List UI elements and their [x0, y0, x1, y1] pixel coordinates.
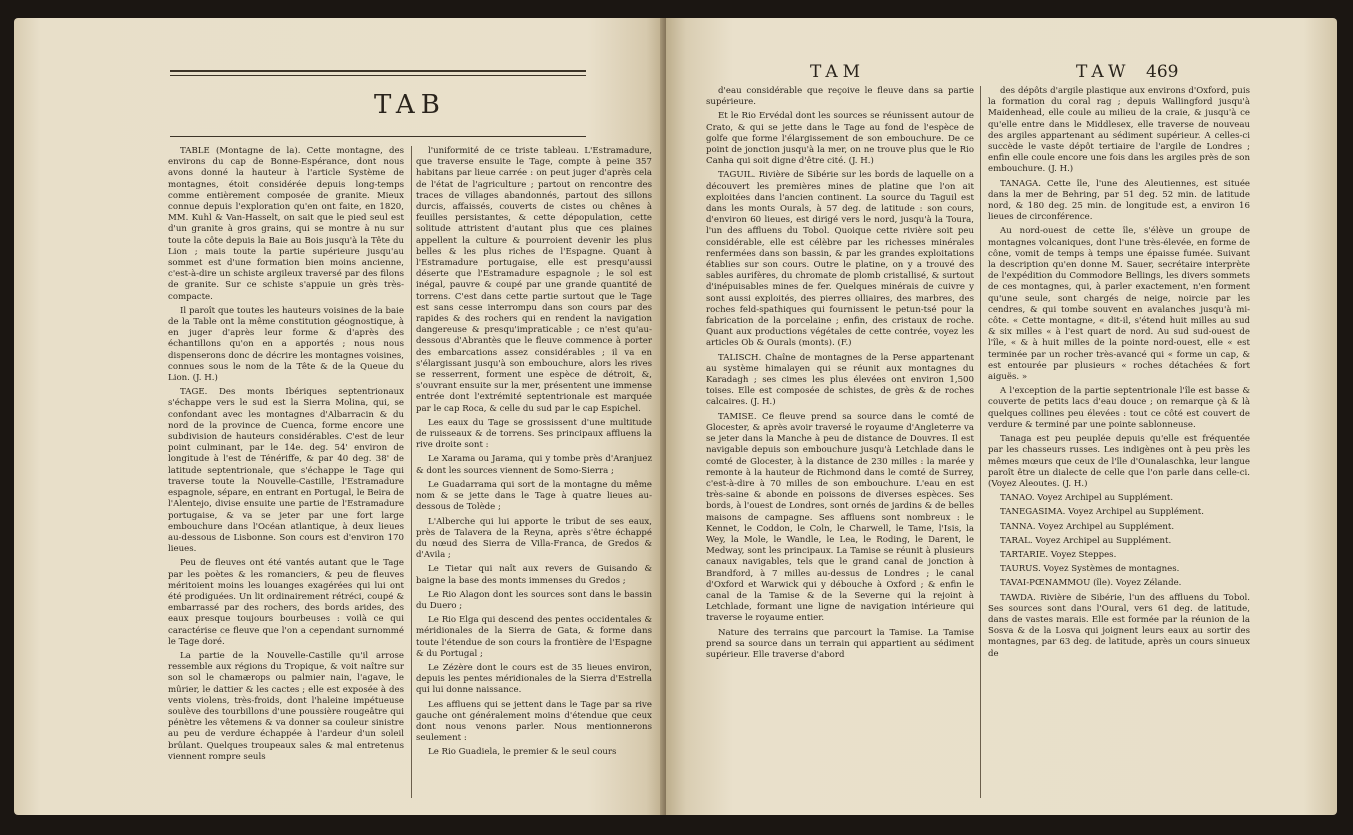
paragraph: Et le Rio Ervédal dont les sources se réunissent autour de Crato, & qui se jette dans le Tage au fond de l'espèce de golfe que forme l'élargissement de son embouchure. De ce point de jonction jusqu'à la mer, on ne trouve plus que le Rio Canha qui soit digne d'être cité. (J. H.): [706, 111, 974, 167]
right-column-2: [988, 86, 1250, 806]
running-head-right: TAW: [1076, 62, 1131, 82]
paragraph: Le Rio Guadiela, le premier & le seul cours: [428, 747, 617, 758]
paragraph: TARAL. Voyez Archipel au Supplément.: [1000, 535, 1172, 546]
paragraph: Le Xarama ou Jarama, qui y tombe près d'Aranjuez & dont les sources viennent de Somo-Sierra ;: [416, 454, 652, 476]
paragraph: l'uniformité de ce triste tableau. L'Estramadure, que traverse ensuite le Tage, compte à peine 357 habitans par lieue carrée : on peut juger d'après cela de l'état de l'agriculture ; partout on rencontre des traces de villages abandonnés, partout des sillons durcis, affaissés, couverts de cistes ou chênes à feuilles persistantes, & cette dépopulation, cette solitude attristent d'autant plus que ces plaines appellent la culture & pourroient devenir les plus belles & les plus riches de l'Espagne. Quant à l'Estramadure portugaise, elle est presqu'aussi déserte que l'Estramadure espagnole ; le sol est inégal, pauvre & coupé par une grande quantité de torrens. C'est dans cette partie surtout que le Tage est sans cesse interrompu dans son cours par des rapides & des rochers qui en rendent la navigation dangereuse & presqu'impraticable ; ce n'est qu'au-dessous d'Abrantès que le fleuve commence à porter des embarcations assez considérables ; il va en s'élargissant jusqu'à son embouchure, alors les rives se resserrent, forment une espèce de détroit, &, s'ouvrant ensuite sur la mer, présentent une immense entrée dont l'extrémité septentrionale est marquée par le cap Roca, & celle du sud par le cap Espichel.: [416, 146, 652, 414]
paragraph: TAGUIL. Rivière de Sibérie sur les bords de laquelle on a découvert les premières mines de platine que l'on ait exploitées dans l'ancien continent. La source du Taguil est dans les monts Ourals, à 57 deg. de latitude : son cours, d'environ 60 lieues, est dirigé vers le nord, jusqu'à la Toura, l'un des affluens du Tobol. Quoique cette rivière soit peu considérable, elle est célèbre par les richesses minérales renfermées dans son bassin, & par les grandes exploitations établies sur son cours. Outre le platine, on y a trouvé des sables aurifères, du chromate de plomb cristallisé, & surtout d'inépuisables mines de fer. Quelques minérais de cuivre y sont aussi exploités, des pierres olliaires, des marbres, des roches feld-spathiques qui fournissent le petun-tsé pour la fabrication de la porcelaine ; enfin, des cristaux de roche. Quant aux productions végétales de cette contrée, voyez les articles Ob & Ourals (monts). (F.): [706, 170, 974, 349]
paragraph: TARTARIE. Voyez Steppes.: [1000, 549, 1117, 560]
paragraph: Il paroît que toutes les hauteurs voisines de la baie de la Table ont la même constitution géognostique, à en juger d'après leur forme & d'après des échantillons qu'on en a apportés ; nous nous dispenserons donc de décrire les montagnes voisines, connues sous le nom de la Tête & de la Queue du Lion. (J. H.): [168, 305, 404, 384]
paragraph: A l'exception de la partie septentrionale l'île est basse & couverte de petits lacs d'eau douce ; on remarque çà & là quelques collines peu élevées : tout ce côté est couvert de verdure & terminé par une pointe sablonneuse.: [988, 386, 1250, 430]
paragraph: TAVAI-PŒNAMMOU (île). Voyez Zélande.: [1000, 578, 1182, 589]
page-number: 469: [1146, 62, 1179, 82]
paragraph: Le Guadarrama qui sort de la montagne du même nom & se jette dans le Tage à quatre lieues au-dessous de Tolède ;: [416, 479, 652, 513]
left-column-2: [416, 146, 652, 806]
paragraph: TAURUS. Voyez Systèmes de montagnes.: [1000, 564, 1180, 575]
paragraph: Les eaux du Tage se grossissent d'une multitude de ruisseaux & de torrens. Ses principaux affluens la rive droite sont :: [416, 417, 652, 451]
paragraph: TABLE (Montagne de la). Cette montagne, des environs du cap de Bonne-Espérance, dont nous avons donné la hauteur à l'article Système de montagnes, étoit considérée depuis long-temps comme entièrement composée de granite. Mieux connue depuis l'exploration qu'en ont faite, en 1820, MM. Kuhl & Van-Hasselt, on sait que le pied seul est d'un granite à gros grains, qui se montre à nu sur toute la côte depuis la Baie au Bois jusqu'à la Tête du Lion ; mais toute la partie supérieure jusqu'au sommet est d'une formation bien moins ancienne, c'est-à-dire un schiste argileux traversé par des filons de granite. Sur ce schiste s'appuie un grès très-compacte.: [168, 146, 404, 302]
paragraph: L'Alberche qui lui apporte le tribut de ses eaux, près de Talavera de la Reyna, après s'être échappé du nœud des Sierra de Villa-Franca, de Gredos & d'Avila ;: [416, 516, 652, 561]
right-column-1: [706, 86, 974, 806]
paragraph: Tanaga est peu peuplée depuis qu'elle est fréquentée par les chasseurs russes. Les indigènes ont à peu près les mêmes mœurs que ceux de l'île d'Ounalaschka, leur langue paroît être un dialecte de celle que l'on parle dans celle-ci. (Voyez Aleoutes. (J. H.): [988, 434, 1250, 489]
paragraph: TANAO. Voyez Archipel au Supplément.: [1000, 493, 1174, 504]
paragraph: des dépôts d'argile plastique aux environs d'Oxford, puis la formation du coral rag ; depuis Wallingford jusqu'à Maidenhead, elle coule au milieu de la craie, & jusqu'à ce qu'elle entre dans le Middlesex, elle traverse de nouveau des argiles appartenant au sédiment supérieur. A celles-ci succède le vaste dépôt tertiaire de l'argile de Londres ; enfin elle coule encore une fois dans les argiles près de son embouchure. (J. H.): [988, 86, 1250, 175]
paragraph: Peu de fleuves ont été vantés autant que le Tage par les poètes & les romanciers, & peu de fleuves méritoient moins les louanges exagérées qui lui ont été prodiguées. Un lit ordinairement rétréci, coupé & embarrassé par des rochers, des bords arides, des eaux presque toujours bourbeuses : voilà ce qui caractérise ce fleuve que l'on a cependant surnommé le Tage doré.: [168, 558, 404, 647]
paragraph: Le Tietar qui naît aux revers de Guisando & baigne la base des monts immenses du Gredos ;: [416, 564, 652, 586]
paragraph: Le Zézère dont le cours est de 35 lieues environ, depuis les pentes méridionales de la Sierra d'Estrella qui lui donne naissance.: [416, 662, 652, 696]
paragraph: TANNA. Voyez Archipel au Supplément.: [1000, 521, 1175, 532]
paragraph: Au nord-ouest de cette île, s'élève un groupe de montagnes volcaniques, dont l'une très-élevée, en forme de cône, vomit de temps à temps une épaisse fumée. Suivant la description qu'en donne M. Sauer, secrétaire interprète de l'expédition du Commodore Bellings, les divers sommets de ces montagnes, qui, à parler exactement, n'en forment qu'une seule, sont chargés de neige, noircie par les cendres, & qui tombe souvent en avalanches jusqu'à mi-côte. « Cette montagne, « dit-il, s'étend huit milles au sud & six milles « à l'est quart de nord. Au sud sud-ouest de l'île, « & à huit milles de la pointe nord-ouest, elle « est terminée par un rocher très-avancé qui « forme un cap, & est entourée par plusieurs « roches détachées & fort aiguës. »: [988, 226, 1250, 383]
paragraph: TAMISE. Ce fleuve prend sa source dans le comté de Glocester, & après avoir traversé le royaume d'Angleterre va se jeter dans la Manche à peu de distance de Douvres. Il est navigable depuis son embouchure jusqu'à Letchlade dans le comté de Glocester, à la distance de 230 milles : la marée y remonte à la hauteur de Richmond dans le comté de Surrey, c'est-à-dire à 70 milles de son embouchure. L'eau en est très-saine & abonde en poissons de diverses espèces. Ses bords, à l'ouest de Londres, sont ornés de jardins & de belles maisons de campagne. Ses affluens sont nombreux : le Kennet, le Coddon, le Coln, le Charwell, le Tame, l'Isis, la Wey, la Mole, le Wandle, le Lea, le Roding, le Darent, le Medway, sont les principaux. La Tamise se réunit à plusieurs canaux navigables, tels que le grand canal de jonction à Brandford, à 7 milles au-dessus de Londres ; le canal d'Oxford et Warwick qui y débouche à Oxford ; & enfin le canal de la Tamise & de la Severne qui la rejoint à Letchlade, formant une ligne de navigation intérieure qui traverse le royaume entier.: [706, 411, 974, 624]
paragraph: TAWDA. Rivière de Sibérie, l'un des affluens du Tobol. Ses sources sont dans l'Oural, vers 61 deg. de latitude, dans de vastes marais. Elle est formée par la réunion de la Sosva & de la Losva qui joignent leurs eaux au sortir des montagnes, par 63 deg. de latitude, après un cours sinueux de: [988, 592, 1250, 659]
right-page: [666, 18, 1337, 815]
page-heading: TAB: [374, 90, 446, 120]
column-divider-left: [411, 146, 412, 798]
paragraph: Le Rio Elga qui descend des pentes occidentales & méridionales de la Sierra de Gata, & forme dans toute l'étendue de son cours la frontière de l'Espagne & du Portugal ;: [416, 615, 652, 659]
header-double-rule-bottom: [170, 75, 586, 76]
paragraph: La partie de la Nouvelle-Castille qu'il arrose ressemble aux régions du Tropique, & voit naître sur son sol le chamærops ou palmier nain, l'agave, le mûrier, le dattier & les cactes ; elle est exposée à des vents violens, très-froids, dont l'haleine impétueuse soulève des tourbillons d'une poussière rougeâtre qui pénètre les vêtemens & va donner sa couleur sinistre au peu de verdure échappée à l'ardeur d'un soleil brûlant. Quelques troupeaux sales & mal entretenus viennent rompre seuls: [168, 650, 404, 762]
column-divider-right: [980, 86, 981, 798]
left-page: [14, 18, 666, 815]
paragraph: TAGE. Des monts Ibériques septentrionaux s'échappe vers le sud est la Sierra Molina, qui, se confondant avec les montagnes d'Albarracin & du nord de la province de Cuenca, forme encore une subdivision de hauteurs considérables. C'est de leur point culminant, par le 14e. deg. 54' environ de longitude à l'est de Ténériffe, & par 40 deg. 38' de latitude septentrionale, que s'échappe le Tage qui traverse toute la Nouvelle-Castille, l'Estramadure espagnole, sépare, en entrant en Portugal, le Beira de l'Alentejo, divise ensuite une partie de l'Estramadure portugaise, & va se jeter par une fort large embouchure dans l'Océan atlantique, à deux lieues au-dessous de Lisbonne. Son cours est d'environ 170 lieues.: [168, 387, 404, 555]
paragraph: TANAGA. Cette île, l'une des Aleutiennes, est située dans la mer de Behring, par 51 deg. 52 min. de latitude nord, & 180 deg. 25 min. de longitude est, a environ 16 lieues de circonférence.: [988, 178, 1250, 223]
paragraph: Les affluens qui se jettent dans le Tage par sa rive gauche ont généralement moins d'étendue que ceux dont nous venons parler. Nous mentionnerons seulement :: [416, 699, 652, 744]
paragraph: Nature des terrains que parcourt la Tamise. La Tamise prend sa source dans un terrain qui appartient au sédiment supérieur. Elle traverse d'abord: [706, 627, 974, 660]
paragraph: Le Rio Alagon dont les sources sont dans le bassin du Duero ;: [416, 589, 652, 611]
paragraph: d'eau considérable que reçoive le fleuve dans sa partie supérieure.: [706, 86, 974, 108]
running-head-center: TAM: [810, 62, 866, 82]
header-double-rule-top: [170, 70, 586, 72]
paragraph: TALISCH. Chaîne de montagnes de la Perse appartenant au système himalayen qui se réunit aux montagnes du Karadagh ; ses cimes les plus élevées ont environ 1,500 toises. Elle est composée de schistes, de grès & de roches calcaires. (J. H.): [706, 352, 974, 408]
left-column-1: [168, 146, 404, 806]
heading-underline: [170, 136, 586, 137]
paragraph: TANEGASIMA. Voyez Archipel au Supplément.: [1000, 507, 1204, 518]
